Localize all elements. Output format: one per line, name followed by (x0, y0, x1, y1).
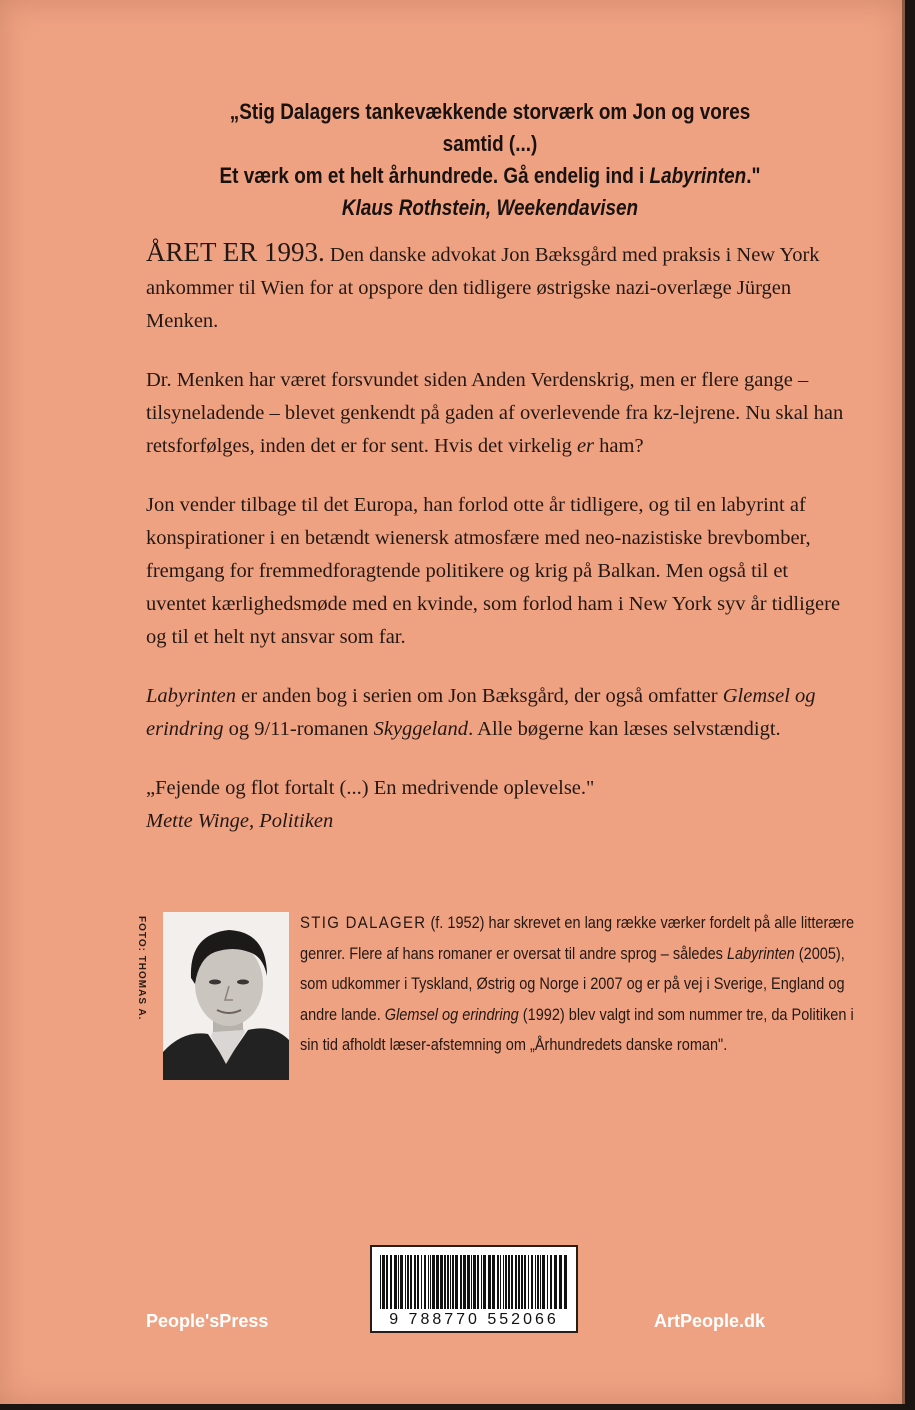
barcode-bar (515, 1255, 517, 1309)
publisher-logo-peoplespress: People'sPress (146, 1311, 269, 1331)
barcode-bar (535, 1255, 536, 1309)
barcode-bar (531, 1255, 533, 1309)
blurb-paragraph-1 (146, 236, 846, 338)
top-quote-source: Klaus Rothstein, Weekendavisen (341, 195, 639, 220)
barcode-bar (467, 1255, 470, 1309)
barcode-bar (554, 1255, 557, 1309)
barcode-bar (463, 1255, 466, 1309)
blurb-text (146, 236, 846, 838)
barcode-bar (390, 1255, 392, 1309)
barcode-bar (497, 1255, 499, 1309)
barcode-bar (386, 1255, 388, 1309)
top-quote-book-title: Labyrinten (649, 163, 747, 188)
barcode-bar (417, 1255, 419, 1309)
barcode-bar (455, 1255, 458, 1309)
barcode-bar (492, 1255, 495, 1309)
bio-title-labyrinten: Labyrinten (726, 944, 795, 963)
blurb-lead: ÅRET ER 1993. (146, 237, 325, 267)
barcode-bar (424, 1255, 426, 1309)
blurb-emphasis: er (576, 435, 595, 457)
barcode-bar (460, 1255, 462, 1309)
top-quote-line-2 (215, 160, 765, 192)
barcode-bar (394, 1255, 397, 1309)
blurb-paragraph-4-end: . Alle bøgerne kan læses selvstændigt. (468, 718, 781, 740)
author-bio-text-a: (f. 1952) har skrevet en lang række værker fordelt på alle litterære genrer. Flere af hans romaner er oversat til andre sprog – således (300, 914, 855, 963)
barcode-bar (432, 1255, 435, 1309)
series-title-glemsel: Glemsel og erindring (146, 685, 816, 740)
barcode-bar (410, 1255, 412, 1309)
barcode-bar (518, 1255, 520, 1309)
barcode-bar (447, 1255, 449, 1309)
publisher-logo-artpeople: ArtPeople.dk (654, 1311, 766, 1331)
barcode-bar (503, 1255, 504, 1309)
barcode-bar (400, 1255, 403, 1309)
author-name: STIG DALAGER (300, 913, 427, 932)
series-title-skyggeland: Skyggeland (373, 718, 469, 740)
barcode-bar (540, 1255, 541, 1309)
barcode-bar (405, 1255, 406, 1309)
barcode-bar (521, 1255, 523, 1309)
barcode-bar (481, 1255, 482, 1309)
blurb-paragraph-4 (146, 680, 846, 746)
isbn-barcode (370, 1245, 578, 1333)
blurb-paragraph-4-text-a: er anden bog i serien om Jon Bæksgård, der også omfatter (235, 685, 723, 707)
author-bio (300, 908, 854, 1061)
barcode-bar (436, 1255, 439, 1309)
author-bio-text-c: (1992) blev valgt ind som nummer tre, da Politiken i sin tid afholdt læser-afstemning om „Århundredets danske roman". (300, 1005, 854, 1054)
top-quote-line-2-end: ." (746, 163, 761, 188)
top-quote-line-2-text: Et værk om et helt århundrede. Gå endelig ind i (219, 163, 650, 188)
barcode-bar (444, 1255, 446, 1309)
barcode-bar (508, 1255, 510, 1309)
barcode-bar (528, 1255, 529, 1309)
top-review-quote (215, 96, 765, 224)
barcode-bar (524, 1255, 526, 1309)
blurb-paragraph-1-text: Den danske advokat Jon Bæksgård med praksis i New York ankommer til Wien for at opspore den tidligere østrigske nazi-overlæge Jürgen Menken. (146, 244, 820, 332)
blurb-paragraph-2-text: Dr. Menken har været forsvundet siden Anden Verdenskrig, men er flere gange – tilsyneladende – blevet genkendt på gaden af overlevende fra kz-lejrene. Nu skal han retsforfølges, inden det er for sent. Hvis det virkelig (146, 369, 844, 457)
barcode-bar (483, 1255, 486, 1309)
isbn-number: 9 788770 552066 (389, 1311, 559, 1328)
bio-title-glemsel: Glemsel og erindring (384, 1005, 519, 1024)
barcode-bar (559, 1255, 562, 1309)
blurb-paragraph-2-end: ham? (594, 435, 644, 457)
barcode-bar (550, 1255, 552, 1309)
barcode-bar (380, 1255, 381, 1309)
barcode-bar (450, 1255, 451, 1309)
barcode-bar (537, 1255, 539, 1309)
bottom-review-quote (146, 772, 846, 838)
blurb-paragraph-2 (146, 364, 846, 463)
barcode-bar (428, 1255, 429, 1309)
barcode-bar (471, 1255, 472, 1309)
photo-credit: FOTO: THOMAS A. (136, 916, 147, 1021)
barcode-bar (414, 1255, 416, 1309)
barcode-bar (547, 1255, 548, 1309)
barcode-bar (398, 1255, 399, 1309)
barcode-bars (380, 1255, 568, 1309)
barcode-bar (407, 1255, 409, 1309)
barcode-bar (382, 1255, 385, 1309)
author-photo (163, 912, 289, 1080)
barcode-bar (505, 1255, 507, 1309)
bottom-quote-text: „Fejende og flot fortalt (...) En medrivende oplevelse." (146, 777, 595, 799)
blurb-paragraph-3: Jon vender tilbage til det Europa, han forlod otte år tidligere, og til en labyrint af konspirationer i en betændt wienersk atmosfære med neo-nazistiske brevbomber, fremgang for fremmedforagtende politikere og krig på Balkan. Men også til et uventet kærlighedsmøde med en kvinde, som forlod ham i New York syv år tidligere og til et helt nyt ansvar som far. (146, 494, 841, 648)
top-quote-line-1: „Stig Dalagers tankevækkende storværk om Jon og vores samtid (...) (229, 99, 751, 156)
author-bio-text-b: (2005), som udkommer i Tyskland, Østrig og Norge i 2007 og er på vej i Sverige, England og andre lande. (300, 944, 845, 1024)
barcode-bar (421, 1255, 422, 1309)
barcode-bar (511, 1255, 513, 1309)
barcode-bar (473, 1255, 476, 1309)
barcode-bar (488, 1255, 491, 1309)
barcode-bar (500, 1255, 501, 1309)
barcode-bar (452, 1255, 454, 1309)
bottom-quote-source: Mette Winge, Politiken (146, 810, 334, 832)
barcode-bar (477, 1255, 479, 1309)
barcode-bar (430, 1255, 431, 1309)
barcode-bar (440, 1255, 443, 1309)
series-title-labyrinten: Labyrinten (146, 685, 236, 707)
barcode-bar (542, 1255, 545, 1309)
barcode-bar (564, 1255, 567, 1309)
blurb-paragraph-4-text-b: og 9/11-romanen (223, 718, 374, 740)
